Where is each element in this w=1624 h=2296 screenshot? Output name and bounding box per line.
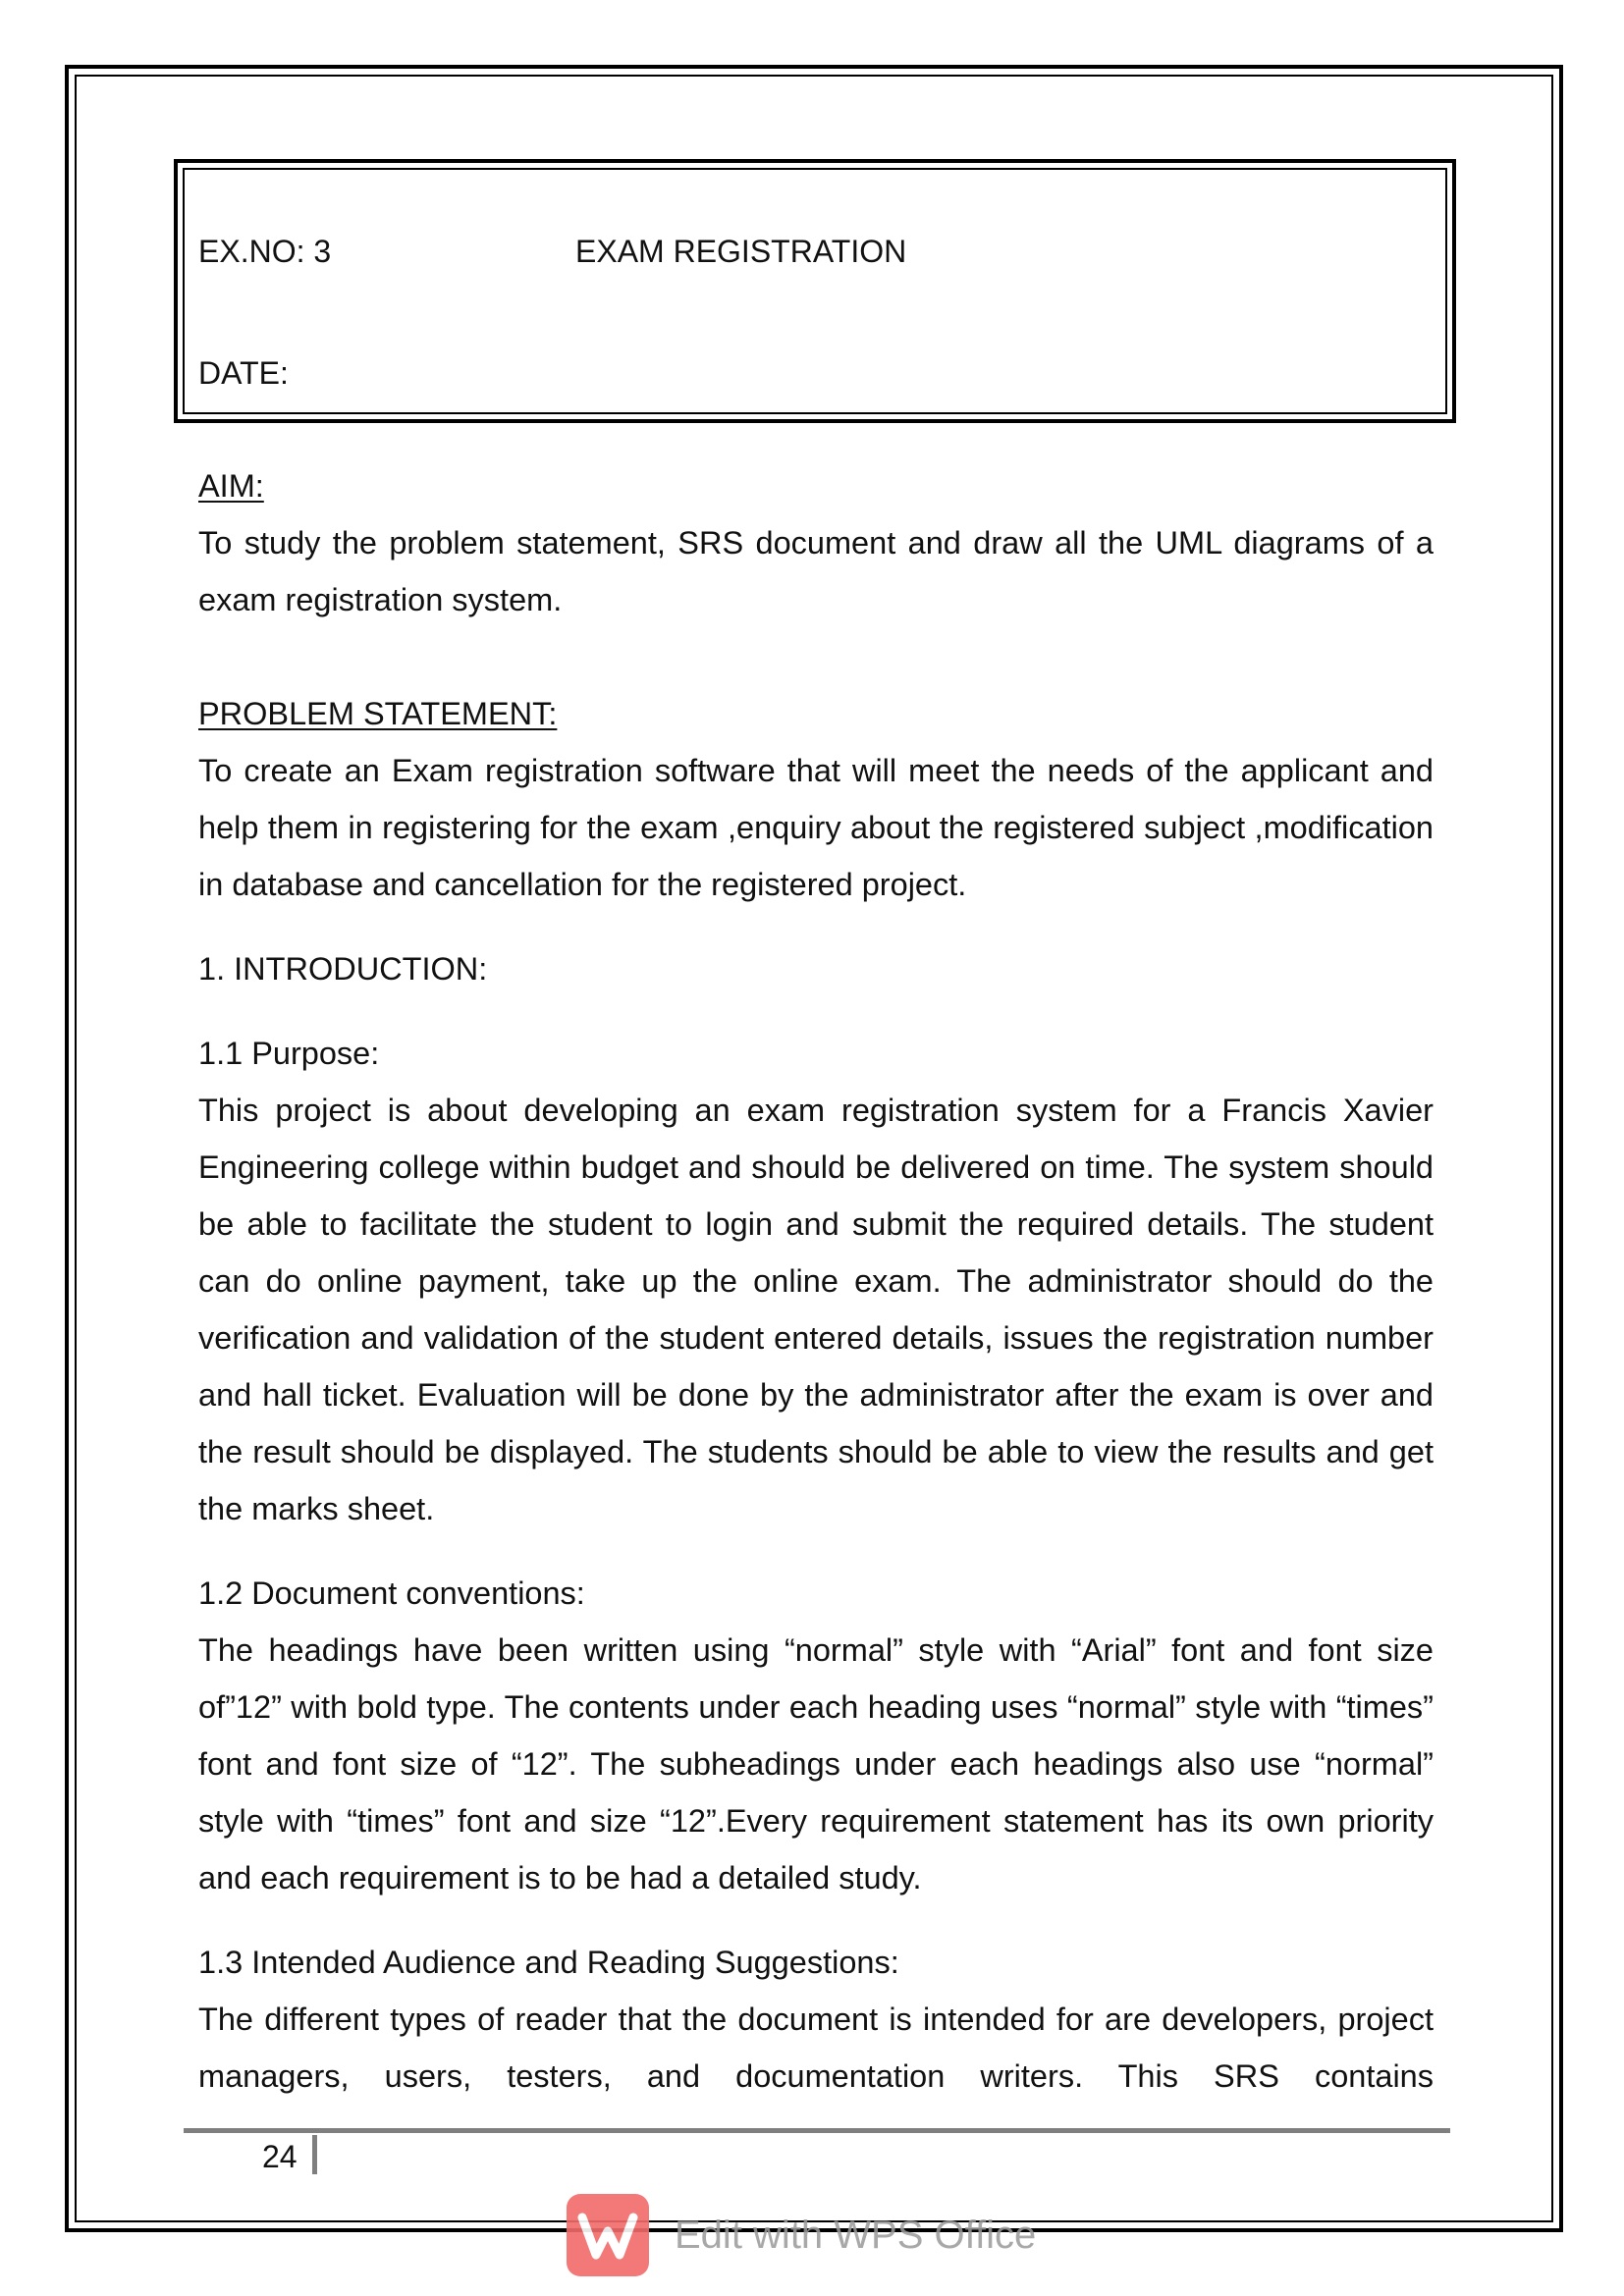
edit-with-wps-link[interactable]: Edit with WPS Office <box>675 2214 1037 2257</box>
page-number: 24 <box>262 2139 298 2174</box>
exercise-title: EXAM REGISTRATION <box>575 234 907 269</box>
aim-text: To study the problem statement, SRS document and draw all the UML diagrams of a exam registration system. <box>198 525 1434 617</box>
introduction-heading: 1. INTRODUCTION: <box>198 951 488 987</box>
page-number-bar <box>312 2135 317 2174</box>
section-heading-conventions: 1.2 Document conventions: <box>198 1575 585 1611</box>
section-heading-audience: 1.3 Intended Audience and Reading Suggestions: <box>198 1945 899 1980</box>
section-text-purpose: This project is about developing an exam registration system for a Francis Xavier Engineering college within budget and should be delivered on time. The system should be able to facilitate the student to login and submit the required details. The student can do online payment, take up the online exam. The administrator should do the verification and validation of the student entered details, issues the registration number and hall ticket. Evaluation will be done by the administrator after the exam is over and the result should be displayed. The students should be able to view the results and get the marks sheet. <box>198 1093 1434 1526</box>
section-heading-purpose: 1.1 Purpose: <box>198 1036 380 1071</box>
exercise-number: EX.NO: 3 <box>198 234 332 269</box>
footer-rule <box>184 2128 1450 2133</box>
problem-statement-text: To create an Exam registration software that will meet the needs of the applicant and help them in registering for the exam ,enquiry about the registered subject ,modification in database and cancellation for the registered project. <box>198 753 1434 902</box>
document-body <box>198 457 1434 2105</box>
aim-heading: AIM: <box>198 468 264 504</box>
date-label: DATE: <box>198 355 289 391</box>
section-text-conventions: The headings have been written using “normal” style with “Arial” font and font size of”12” with bold type. The contents under each heading uses “normal” style with “times” font and font size of “12”. The subheadings under each headings also use “normal” style with “times” font and size “12”.Every requirement statement has its own priority and each requirement is to be had a detailed study. <box>198 1632 1434 1896</box>
section-text-audience: The different types of reader that the document is intended for are developers, project managers, users, testers, and documentation writers. This SRS contains <box>198 2002 1434 2094</box>
wps-office-logo-icon[interactable] <box>567 2194 649 2276</box>
problem-statement-heading: PROBLEM STATEMENT: <box>198 696 558 731</box>
header-box-inner <box>183 168 1447 414</box>
